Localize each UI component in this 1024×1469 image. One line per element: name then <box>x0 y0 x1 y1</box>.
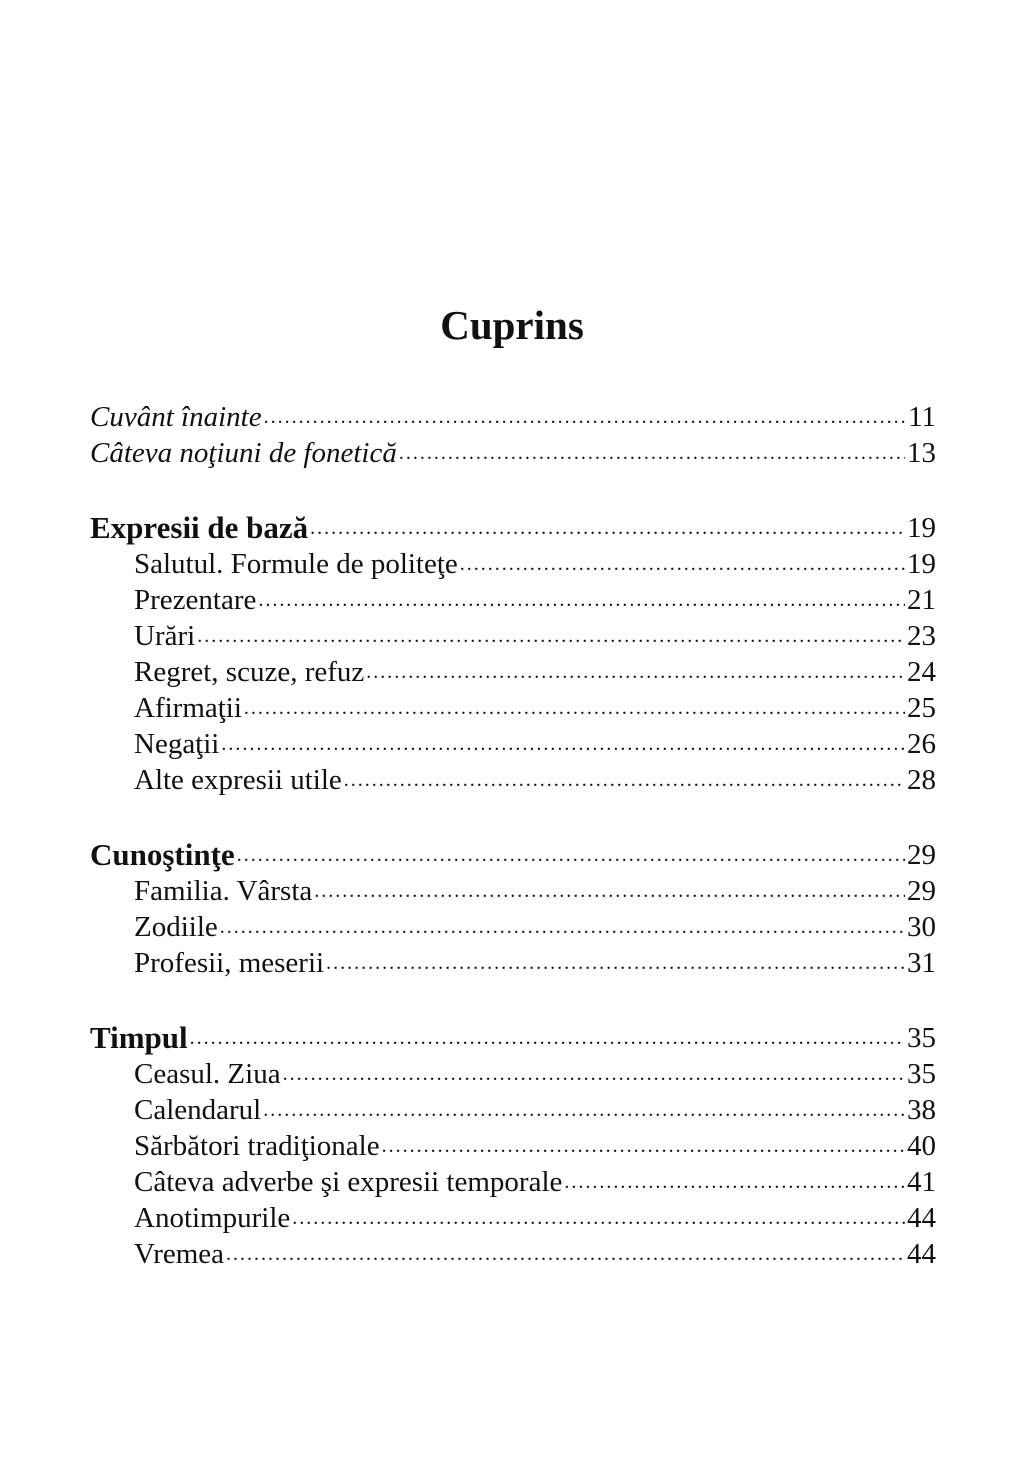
dot-leader <box>188 1020 905 1056</box>
toc-subentry[interactable] <box>90 762 936 798</box>
dot-leader <box>262 399 906 435</box>
toc-subentry[interactable] <box>90 1056 936 1092</box>
toc-subentry[interactable] <box>90 1200 936 1236</box>
dot-leader <box>364 654 905 690</box>
toc-page-number: 35 <box>907 1022 936 1054</box>
dot-leader <box>312 873 905 909</box>
toc-page-number: 23 <box>907 620 936 652</box>
toc-subentry[interactable] <box>90 618 936 654</box>
toc-section-heading[interactable] <box>90 510 936 546</box>
toc-entry-label: Zodiile <box>134 911 218 943</box>
toc-entry-label: Profesii, meserii <box>134 947 325 979</box>
toc-subentry[interactable] <box>90 1092 936 1128</box>
dot-leader <box>235 837 905 873</box>
toc-subentry[interactable] <box>90 873 936 909</box>
toc-intro-entry[interactable] <box>90 399 936 435</box>
toc-entry-label: Afirmaţii <box>134 692 242 724</box>
toc-page-number: 38 <box>907 1094 936 1126</box>
dot-leader <box>290 1200 905 1236</box>
toc-entry-label: Câteva noţiuni de fonetică <box>90 437 397 469</box>
dot-leader <box>195 618 905 654</box>
toc-entry-label: Cuvânt înainte <box>90 401 262 433</box>
toc-page-number: 19 <box>907 548 936 580</box>
page-title: Cuprins <box>440 302 584 348</box>
toc-entry-label: Sărbători tradiţionale <box>134 1130 380 1162</box>
toc-subentry[interactable] <box>90 546 936 582</box>
toc-subentry[interactable] <box>90 1128 936 1164</box>
toc-entry-label: Familia. Vârsta <box>134 875 313 907</box>
toc-page-number: 19 <box>907 512 936 544</box>
toc-entry-label: Salutul. Formule de politeţe <box>134 548 458 580</box>
toc-entry-label: Alte expresii utile <box>134 764 342 796</box>
toc-intro-entry[interactable] <box>90 435 936 471</box>
toc-entry-label: Regret, scuze, refuz <box>134 656 365 688</box>
toc-page-number: 26 <box>907 728 936 760</box>
toc-page-number: 31 <box>907 947 936 979</box>
toc-entry-label: Negaţii <box>134 728 220 760</box>
dot-leader <box>458 546 905 582</box>
toc-page-number: 13 <box>907 437 936 469</box>
toc-section-heading[interactable] <box>90 837 936 873</box>
dot-leader <box>256 582 905 618</box>
dot-leader <box>242 690 905 726</box>
toc-page-number: 25 <box>907 692 936 724</box>
toc-subentry[interactable] <box>90 726 936 762</box>
dot-leader <box>397 435 905 471</box>
toc-entry-label: Calendarul <box>134 1094 262 1126</box>
table-of-contents <box>90 399 936 1272</box>
toc-subentry[interactable] <box>90 1164 936 1200</box>
toc-section-heading[interactable] <box>90 1020 936 1056</box>
toc-entry-label: Anotimpurile <box>134 1202 291 1234</box>
dot-leader <box>562 1164 905 1200</box>
dot-leader <box>261 1092 905 1128</box>
toc-page-number: 35 <box>907 1058 936 1090</box>
toc-page-number: 21 <box>907 584 936 616</box>
toc-page-number: 29 <box>907 875 936 907</box>
dot-leader <box>219 726 905 762</box>
toc-page-number: 30 <box>907 911 936 943</box>
toc-page-number: 11 <box>908 401 936 433</box>
toc-subentry[interactable] <box>90 690 936 726</box>
toc-page-number: 44 <box>907 1238 936 1270</box>
toc-entry-label: Câteva adverbe şi expresii temporale <box>134 1166 563 1198</box>
toc-page-number: 41 <box>907 1166 936 1198</box>
dot-leader <box>324 945 905 981</box>
toc-page-number: 40 <box>907 1130 936 1162</box>
toc-entry-label: Timpul <box>90 1020 188 1055</box>
toc-entry-label: Urări <box>134 620 196 652</box>
toc-entry-label: Ceasul. Ziua <box>134 1058 281 1090</box>
toc-entry-label: Cunoştinţe <box>90 837 235 872</box>
toc-subentry[interactable] <box>90 654 936 690</box>
toc-subentry[interactable] <box>90 1236 936 1272</box>
toc-entry-label: Vremea <box>134 1238 225 1270</box>
dot-leader <box>342 762 905 798</box>
dot-leader <box>380 1128 905 1164</box>
dot-leader <box>224 1236 905 1272</box>
toc-subentry[interactable] <box>90 582 936 618</box>
toc-subentry[interactable] <box>90 909 936 945</box>
toc-subentry[interactable] <box>90 945 936 981</box>
toc-page-number: 44 <box>907 1202 936 1234</box>
toc-page-number: 24 <box>907 656 936 688</box>
toc-page-number: 28 <box>907 764 936 796</box>
toc-entry-label: Prezentare <box>134 584 257 616</box>
dot-leader <box>281 1056 905 1092</box>
toc-page-number: 29 <box>907 839 936 871</box>
dot-leader <box>308 510 905 546</box>
toc-entry-label: Expresii de bază <box>90 510 309 545</box>
dot-leader <box>218 909 905 945</box>
